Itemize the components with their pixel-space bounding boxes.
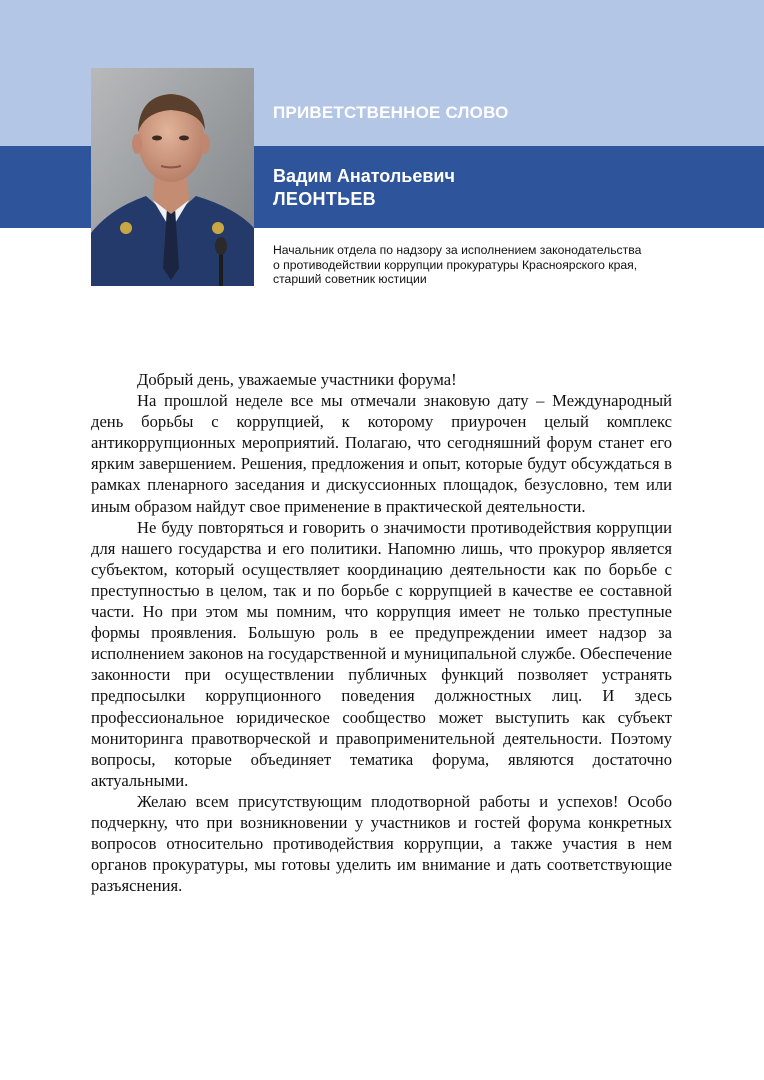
letter-body [91,369,672,896]
author-first-name: Вадим Анатольевич [273,166,455,186]
author-last-name: ЛЕОНТЬЕВ [273,189,376,209]
position-line: о противодействии коррупции прокуратуры Красноярского края, [273,257,638,272]
position-line: Начальник отдела по надзору за исполнением законодательства [273,243,642,257]
letter-paragraph: Желаю всем присутствующим плодотворной работы и успехов! Особо подчеркну, что при возникновении у участников и гостей форума конкретных вопросов относительно противодействия коррупции, а также участия в нем органов прокуратуры, мы готовы уделить им внимание и дать соответствующие разъяснения. [91,791,672,896]
letter-greeting: Добрый день, уважаемые участники форума! [137,370,457,389]
letter-paragraph: Не буду повторяться и говорить о значимости противодействия коррупции для нашего государства и его политики. Напомню лишь, что прокурор является субъектом, который осуществляет координацию деятельности как по борьбе с преступностью в целом, так и по борьбе с коррупцией в качестве ее составной части. Но при этом мы помним, что коррупция имеет не только преступные формы проявления. Большую роль в ее предупреждении имеет надзор за исполнением законов на государственной и муниципальной службе. Обеспечение законности при осуществлении публичных функций позволяет устранять предпосылки коррупционного поведения должностных лиц. И здесь профессиональное юридическое сообщество может выступить как субъект мониторинга правотворческой и правоприменительной деятельности. Поэтому вопросы, которые объединяет тематика форума, являются достаточно актуальными. [91,517,672,790]
section-title: ПРИВЕТСТВЕННОЕ СЛОВО [273,103,509,122]
author-position [273,243,693,287]
letter-paragraph: На прошлой неделе все мы отмечали знаковую дату – Международный день борьбы с коррупцией, к которому приурочен целый комплекс антикоррупционных мероприятий. Полагаю, что сегодняшний форум станет его ярким завершением. Решения, предложения и опыт, которые будут обсуждаться в рамках пленарного заседания и дискуссионных площадок, безусловно, тем или иным образом найдут свое применение в практической деятельности. [91,391,672,516]
portrait-photo [91,68,254,286]
position-line: старший советник юстиции [273,272,427,287]
